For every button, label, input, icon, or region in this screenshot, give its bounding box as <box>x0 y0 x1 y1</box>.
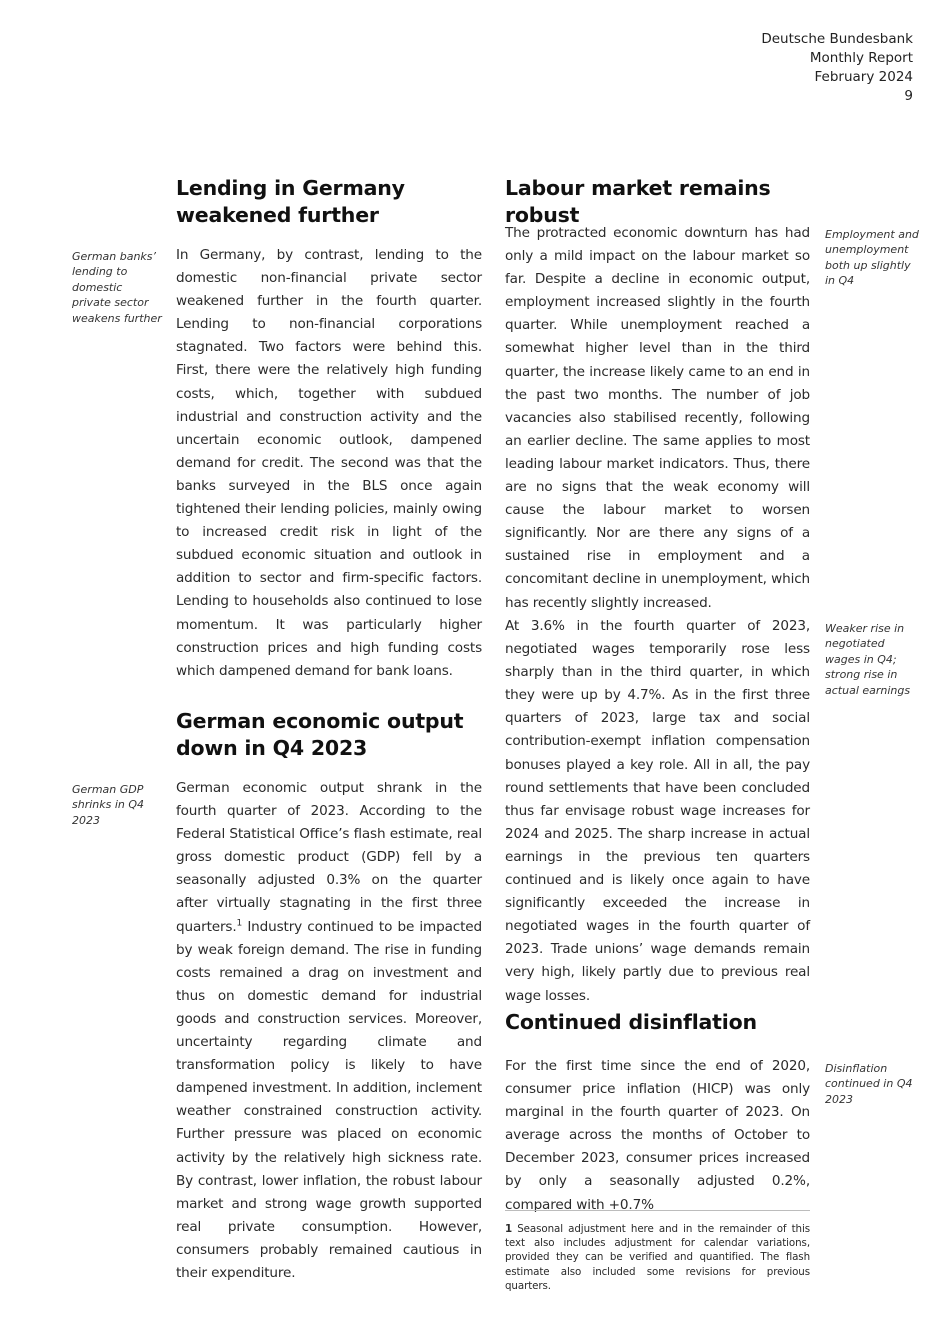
margin-note-gdp: German GDP shrinks in Q4 2023 <box>72 783 145 827</box>
section-disinflation-body <box>505 1055 810 1217</box>
section-gdp <box>176 708 482 762</box>
section-heading: Lending in Germany weakened further <box>176 176 405 227</box>
section-lending-body <box>176 244 482 683</box>
footnote-reference[interactable]: 1 <box>236 918 243 929</box>
footnote <box>505 1222 810 1293</box>
margin-note-lending: German banks’ lending to domestic private sector weakens further <box>72 250 162 325</box>
publication-title: Monthly Report <box>809 50 913 66</box>
paragraph: For the first time since the end of 2020, consumer price inflation (HICP) was only marginal in the fourth quarter of 2023. On average across the months of October to December 2023, consumer prices increased by only a seasonally adjusted 0.2%, compared with +0.7% <box>505 1058 810 1213</box>
paragraph <box>176 777 482 1285</box>
page-number: 9 <box>904 88 913 104</box>
paragraph-text: Industry continued to be impacted by weak foreign demand. The rise in funding costs remained a drag on investment and thus on domestic demand for industrial goods and construction services. Moreover, uncertainty regarding climate and transformation policy is likely to have dampened investment. In addition, inclement weather constrained construction activity. Further pressure was placed on economic activity by the relatively high sickness rate. By contrast, lower inflation, the robust labour market and strong wage growth supported real private consumption. However, consumers probably remained cautious in their expenditure. <box>176 918 483 1281</box>
running-header <box>761 30 913 106</box>
margin-note-wages: Weaker rise in negotiated wages in Q4; strong rise in actual earnings <box>825 622 911 697</box>
section-gdp-body <box>176 777 482 1285</box>
publisher-name: Deutsche Bundesbank <box>761 31 913 47</box>
section-heading: German economic output down in Q4 2023 <box>176 709 464 760</box>
paragraph: The protracted economic downturn has had only a mild impact on the labour market so far. Despite a decline in economic output, employment increased slightly in the fourth quarter. While unemployment reached a somewhat higher level than in the third quarter, the increase likely came to an end in the past two months. The number of job vacancies also stabilised recently, following an earlier decline. The same applies to most leading labour market indicators. Thus, there are no signs that the weak economy will cause the labour market to worsen significantly. Nor are there any signs of a sustained rise in employment and a concomitant decline in unemployment, which has recently slightly increased. <box>505 225 810 611</box>
paragraph-text: German economic output shrank in the fourth quarter of 2023. According to the Federal Statistical Office’s flash estimate, real gross domestic product (GDP) fell by a seasonally adjusted 0.3% on the quarter after virtually stagnating in the first three quarters. <box>176 780 482 935</box>
publication-date: February 2024 <box>814 69 913 85</box>
margin-note-employment: Employment and unemployment both up slightly in Q4 <box>825 228 919 288</box>
section-heading: Continued disinflation <box>505 1010 757 1034</box>
footnote-number: 1 <box>505 1223 513 1235</box>
section-lending <box>176 175 482 229</box>
section-disinflation <box>505 1009 810 1036</box>
section-labour-body-1 <box>505 222 810 615</box>
paragraph: In Germany, by contrast, lending to the domestic non-financial private sector weakened further in the fourth quarter. Lending to non-financial corporations stagnated. Two factors were behind this. First, there were the relatively high funding costs, which, together with subdued industrial and construction activity and the uncertain economic outlook, dampened demand for credit. The second was that the banks surveyed in the BLS once again tightened their lending policies, mainly owing to increased credit risk in light of the subdued economic situation and outlook in addition to sector and firm-specific factors. Lending to households also continued to lose momentum. It was particularly higher construction prices and high funding costs which dampened demand for bank loans. <box>176 247 482 679</box>
section-labour <box>505 175 810 229</box>
margin-note-disinflation: Disinflation continued in Q4 2023 <box>825 1062 913 1106</box>
section-labour-body-2 <box>505 615 810 1008</box>
section-heading: Labour market remains robust <box>505 176 771 227</box>
paragraph: At 3.6% in the fourth quarter of 2023, negotiated wages temporarily rose less sharply than in the third quarter, in which they were up by 4.7%. As in the first three quarters of 2023, large tax and social contribution-exempt inflation compensation bonuses played a key role. All in all, the pay round settlements that have been concluded thus far envisage robust wage increases for 2024 and 2025. The sharp increase in actual earnings in the previous ten quarters continued and is likely once again to have significantly exceeded the increase in negotiated wages in the fourth quarter of 2023. Trade unions’ wage demands remain very high, likely partly due to previous real wage losses. <box>505 618 810 1004</box>
footnote-text: Seasonal adjustment here and in the remainder of this text also includes adjustment for calendar variations, provided they can be verified and quantified. The flash estimate also included some revisions for previous quarters. <box>505 1223 810 1292</box>
footnote-divider <box>505 1210 810 1211</box>
